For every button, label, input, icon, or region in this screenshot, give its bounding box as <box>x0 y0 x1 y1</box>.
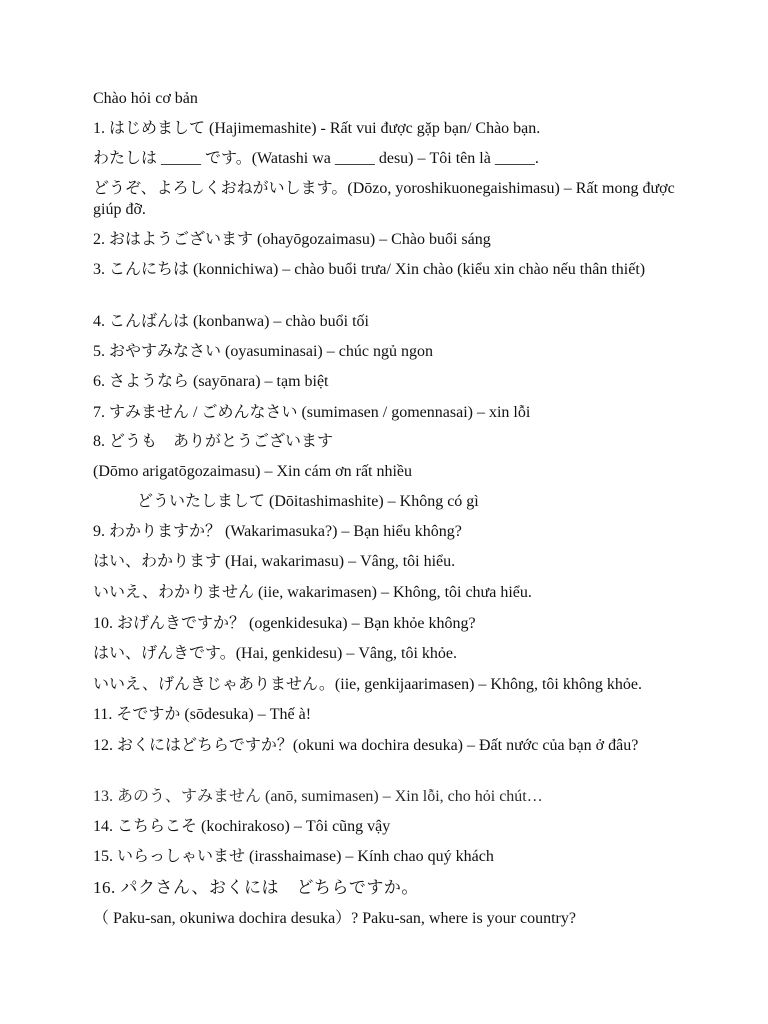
document-title: Chào hỏi cơ bản <box>93 90 198 107</box>
phrase-10-no-line: いいえ、げんきじゃありません。(iie, genkijaarimasen) – Không, tôi không khỏe. <box>93 676 642 693</box>
phrase-14-line: 14. こちらこそ (kochirakoso) – Tôi cũng vậy <box>93 818 391 835</box>
phrase-5-line: 5. おやすみなさい (oyasuminasai) – chúc ngủ ngon <box>93 343 433 360</box>
phrase-12-line: 12. おくにはどちらですか？(okuni wa dochira desuka) – Đất nước của bạn ở đâu? <box>93 737 639 754</box>
phrase-9-yes-line: はい、わかります (Hai, wakarimasu) – Vâng, tôi hiểu. <box>93 553 456 570</box>
phrase-4-line: 4. こんばんは (konbanwa) – chào buổi tối <box>93 313 369 330</box>
phrase-3-line: 3. こんにちは (konnichiwa) – chào buổi trưa/ Xin chào (kiểu xin chào nếu thân thiết) <box>93 261 646 278</box>
phrase-13-line: 13. あのう、すみません (anō, sumimasen) – Xin lỗi, cho hỏi chút… <box>93 788 543 805</box>
phrase-9-no-line: いいえ、わかりません (iie, wakarimasen) – Không, tôi chưa hiểu. <box>93 584 532 601</box>
phrase-1-self-intro-line: わたしは _____ です。(Watashi wa _____ desu) – Tôi tên là _____. <box>93 150 539 167</box>
phrase-10-yes-line: はい、げんきです。(Hai, genkidesu) – Vâng, tôi khỏe. <box>93 645 458 662</box>
phrase-1-dozo-line: どうぞ、よろしくおねがいします。(Dōzo, yoroshikuonegaishimasu) – Rất mong được giúp đỡ. <box>93 180 675 218</box>
phrase-6-line: 6. さようなら (sayōnara) – tạm biệt <box>93 373 329 390</box>
phrase-1-line: 1. はじめまして (Hajimemashite) - Rất vui được gặp bạn/ Chào bạn. <box>93 120 541 137</box>
phrase-8-reply-line: どういたしまして (Dōitashimashite) – Không có gì <box>137 493 479 510</box>
phrase-8-romaji-line: (Dōmo arigatōgozaimasu) – Xin cám ơn rất nhiều <box>93 463 413 480</box>
phrase-9-line: 9. わかりますか？ (Wakarimasuka?) – Bạn hiểu không? <box>93 523 462 540</box>
phrase-15-line: 15. いらっしゃいませ (irasshaimase) – Kính chao quý khách <box>93 848 494 865</box>
phrase-8-line: 8. どうも ありがとうございます <box>93 433 334 450</box>
phrase-2-line: 2. おはようございます (ohayōgozaimasu) – Chào buổi sáng <box>93 231 491 248</box>
phrase-10-line: 10. おげんきですか？ (ogenkidesuka) – Bạn khỏe không? <box>93 615 476 632</box>
phrase-16-line: 16. パクさん、おくには どちらですか。 <box>93 878 419 897</box>
phrase-7-line: 7. すみません / ごめんなさい (sumimasen / gomennasai) – xin lỗi <box>93 404 531 421</box>
phrase-16-romaji-line: （ Paku-san, okuniwa dochira desuka）? Paku-san, where is your country? <box>93 910 576 927</box>
phrase-11-line: 11. そですか (sōdesuka) – Thế à! <box>93 706 312 723</box>
